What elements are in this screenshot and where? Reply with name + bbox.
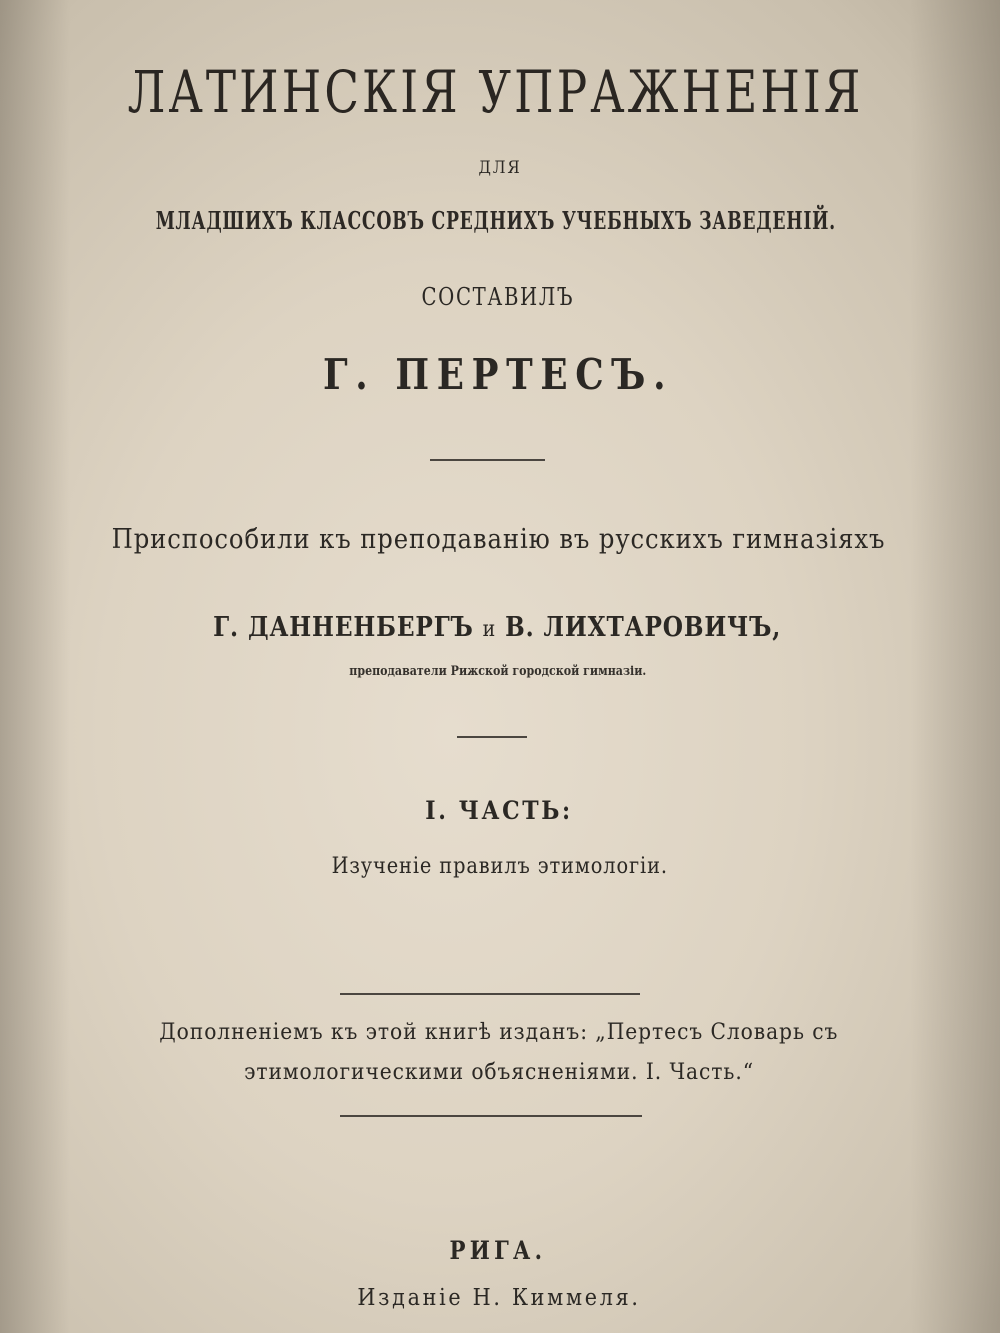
divider-rule [340, 1115, 642, 1117]
page-shadow-right [910, 0, 1000, 1333]
part-subtitle: Изученіе правилъ этимологіи. [331, 854, 668, 879]
audience-line: МЛАДШИХЪ КЛАССОВЪ СРЕДНИХЪ УЧЕБНЫХЪ ЗАВЕДЕНІЙ. [155, 206, 836, 235]
adapter-first: Г. ДАННЕНБЕРГЪ [213, 612, 474, 643]
book-title: ЛАТИНСКІЯ УПРАЖНЕНІЯ [127, 58, 864, 126]
adapters-conjunction: и [482, 617, 497, 642]
adapters-line [67, 612, 927, 643]
author-name: Г. ПЕРТЕСЪ. [322, 350, 674, 399]
divider-rule [430, 459, 545, 461]
supplement-line-2: этимологическими объясненіями. I. Часть.“ [244, 1060, 754, 1085]
divider-rule [457, 736, 527, 738]
imprint-city: РИГА. [449, 1236, 547, 1265]
compiled-by-label: СОСТАВИЛЪ [421, 283, 575, 311]
divider-rule [340, 993, 640, 995]
adapters-role: преподаватели Рижской городской гимназіи. [349, 664, 647, 679]
part-label: I. ЧАСТЬ: [425, 796, 573, 825]
adapter-second: В. ЛИХТАРОВИЧЪ, [505, 612, 782, 643]
page-shadow-left [0, 0, 70, 1333]
adapted-line: Приспособили къ преподаванію въ русскихъ гимназіяхъ [111, 524, 886, 555]
for-word: ДЛЯ [478, 158, 522, 178]
supplement-line-1: Дополненіемъ къ этой книгѣ изданъ: „Пертесъ Словарь съ [159, 1020, 839, 1045]
imprint-publisher: Изданіе Н. Киммеля. [357, 1285, 641, 1311]
